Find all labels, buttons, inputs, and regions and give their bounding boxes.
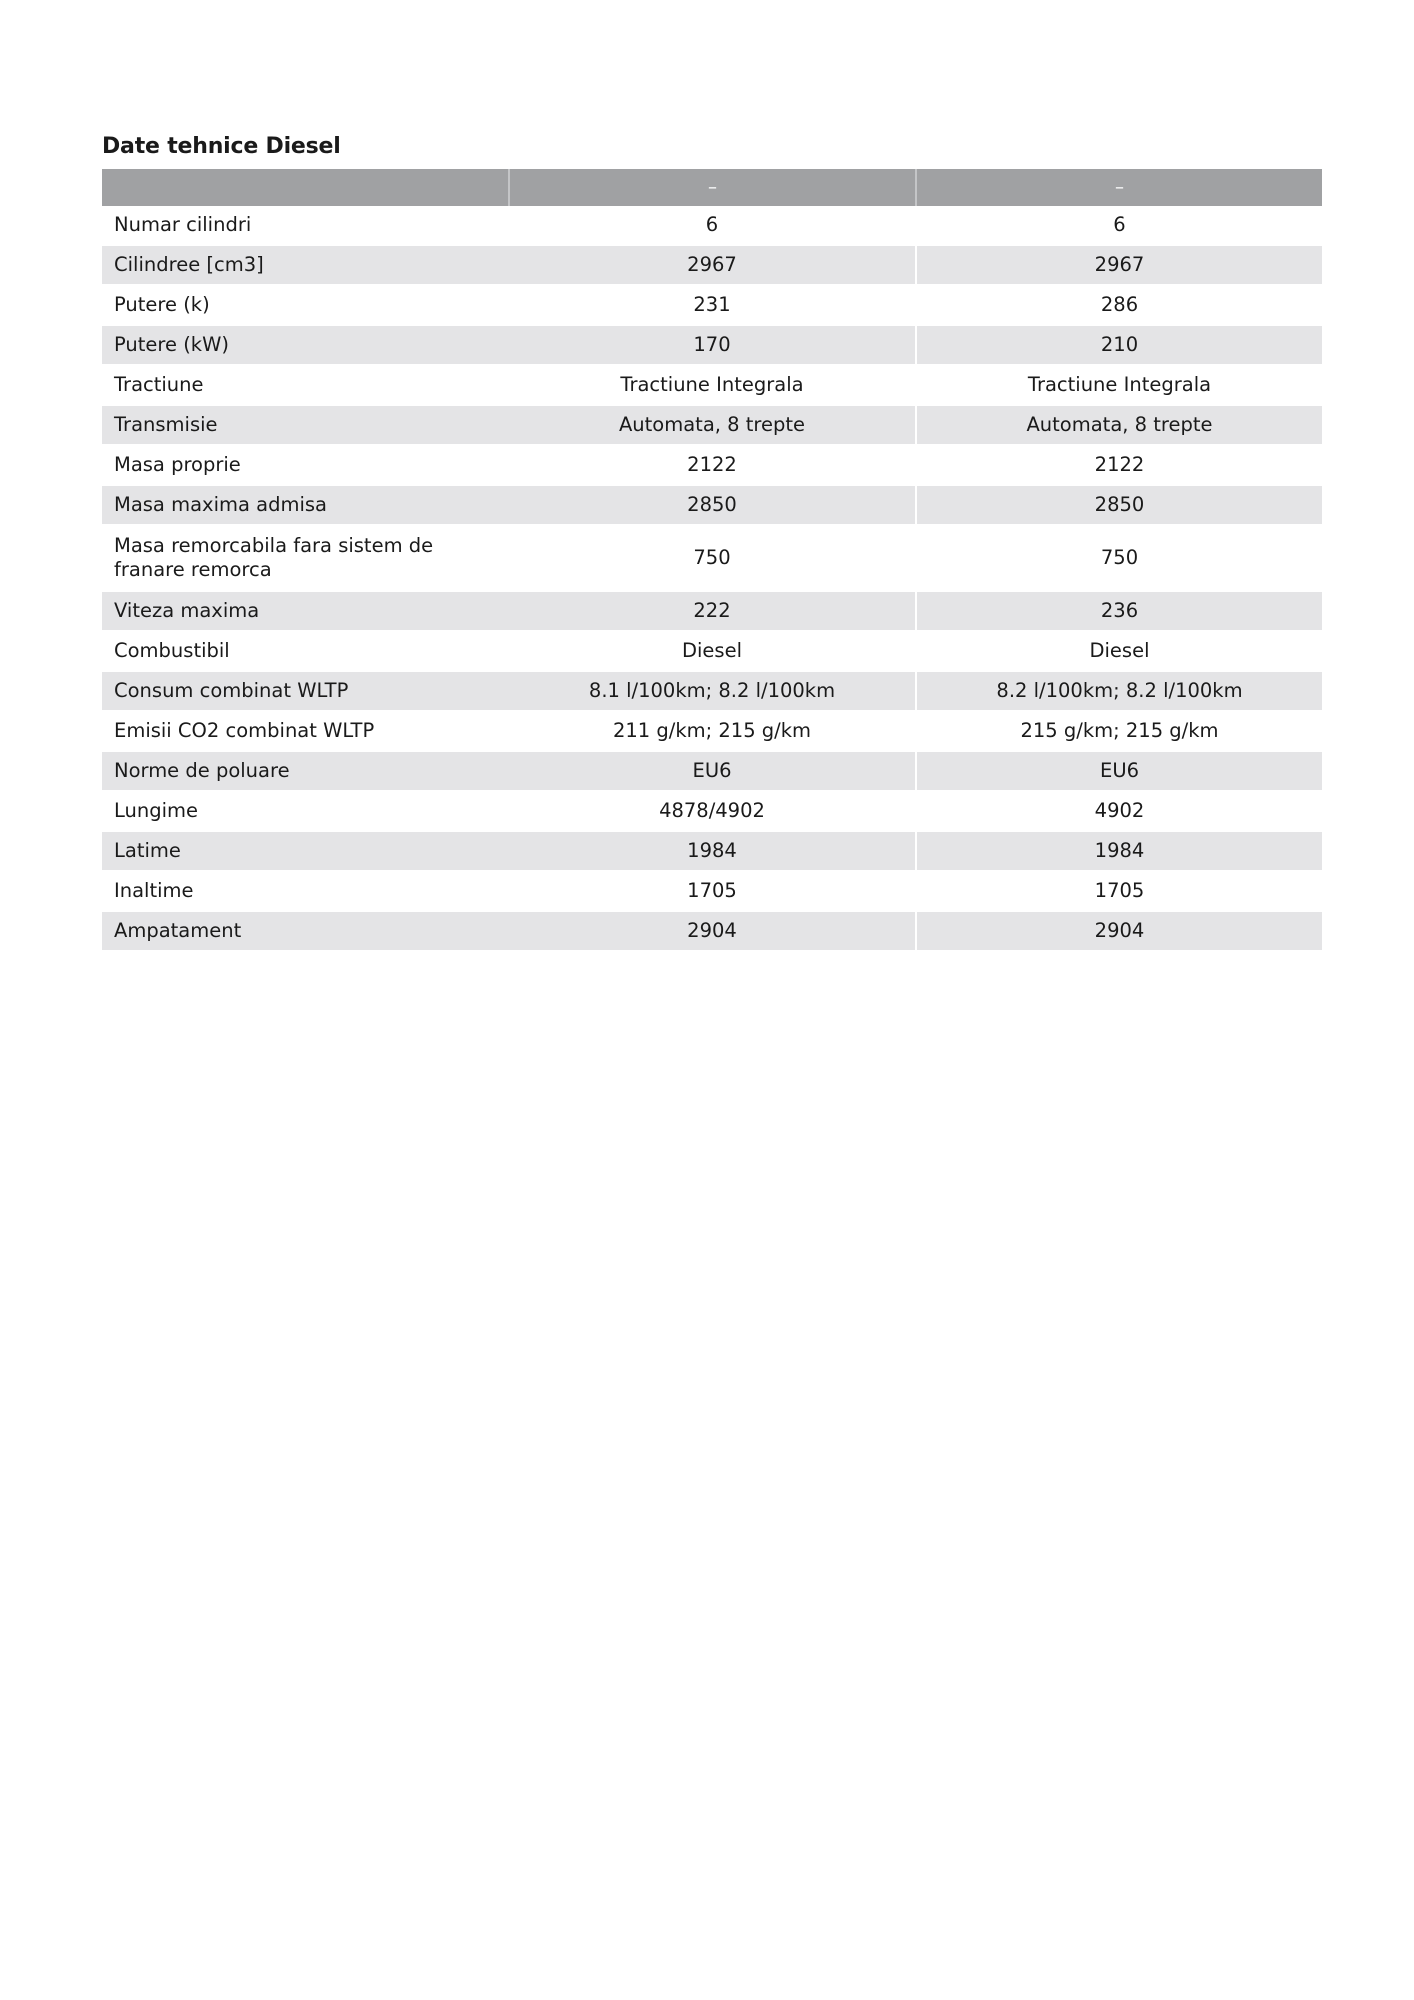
table-row — [102, 405, 1322, 445]
row-label: Numar cilindri — [102, 206, 509, 245]
table-row — [102, 751, 1322, 791]
row-value-2: 2122 — [916, 445, 1322, 485]
table-row — [102, 245, 1322, 285]
header-row — [102, 169, 1322, 206]
table-row — [102, 285, 1322, 325]
header-cell-label — [102, 169, 509, 206]
row-value-2: Tractiune Integrala — [916, 365, 1322, 405]
table-row — [102, 325, 1322, 365]
row-label: Tractiune — [102, 365, 509, 405]
row-label: Ampatament — [102, 911, 509, 951]
row-label: Cilindree [cm3] — [102, 245, 509, 285]
row-value-2: 8.2 l/100km; 8.2 l/100km — [916, 671, 1322, 711]
row-value-2: 215 g/km; 215 g/km — [916, 711, 1322, 751]
table-row — [102, 445, 1322, 485]
table-row — [102, 365, 1322, 405]
row-label: Masa remorcabila fara sistem de franare remorca — [102, 525, 509, 591]
row-value-1: 750 — [509, 525, 916, 591]
row-value-2: 286 — [916, 285, 1322, 325]
row-label: Transmisie — [102, 405, 509, 445]
page-title: Date tehnice Diesel — [102, 134, 341, 159]
header-cell-variant-2: – — [916, 169, 1322, 206]
row-value-1: Tractiune Integrala — [509, 365, 916, 405]
row-value-1: 6 — [509, 206, 916, 245]
table-body — [102, 206, 1322, 951]
row-value-1: 170 — [509, 325, 916, 365]
row-label: Norme de poluare — [102, 751, 509, 791]
row-value-2: 4902 — [916, 791, 1322, 831]
row-value-2: 1705 — [916, 871, 1322, 911]
row-value-1: 231 — [509, 285, 916, 325]
row-value-1: 8.1 l/100km; 8.2 l/100km — [509, 671, 916, 711]
table-row — [102, 791, 1322, 831]
table-header — [102, 169, 1322, 206]
row-label: Inaltime — [102, 871, 509, 911]
row-label: Masa proprie — [102, 445, 509, 485]
row-label: Latime — [102, 831, 509, 871]
table-row — [102, 591, 1322, 631]
row-value-1: Diesel — [509, 631, 916, 671]
row-label: Masa maxima admisa — [102, 485, 509, 525]
spec-table — [102, 169, 1322, 952]
row-label: Putere (k) — [102, 285, 509, 325]
row-value-2: 236 — [916, 591, 1322, 631]
row-label: Combustibil — [102, 631, 509, 671]
table-row — [102, 631, 1322, 671]
table-row — [102, 485, 1322, 525]
row-value-1: Automata, 8 trepte — [509, 405, 916, 445]
row-value-1: 1705 — [509, 871, 916, 911]
row-value-2: 2850 — [916, 485, 1322, 525]
row-value-2: Automata, 8 trepte — [916, 405, 1322, 445]
row-value-2: EU6 — [916, 751, 1322, 791]
row-label: Lungime — [102, 791, 509, 831]
row-value-1: 2967 — [509, 245, 916, 285]
row-value-2: Diesel — [916, 631, 1322, 671]
table-row — [102, 206, 1322, 245]
row-label: Consum combinat WLTP — [102, 671, 509, 711]
row-value-1: 1984 — [509, 831, 916, 871]
table-row — [102, 871, 1322, 911]
row-label: Putere (kW) — [102, 325, 509, 365]
row-label: Emisii CO2 combinat WLTP — [102, 711, 509, 751]
header-cell-variant-1: – — [509, 169, 916, 206]
row-value-1: 2850 — [509, 485, 916, 525]
row-value-2: 6 — [916, 206, 1322, 245]
row-value-1: EU6 — [509, 751, 916, 791]
row-value-1: 4878/4902 — [509, 791, 916, 831]
table-row — [102, 671, 1322, 711]
row-value-1: 2904 — [509, 911, 916, 951]
row-value-2: 210 — [916, 325, 1322, 365]
row-value-1: 2122 — [509, 445, 916, 485]
row-value-2: 2967 — [916, 245, 1322, 285]
row-value-2: 1984 — [916, 831, 1322, 871]
row-label: Viteza maxima — [102, 591, 509, 631]
table-row — [102, 911, 1322, 951]
row-value-1: 222 — [509, 591, 916, 631]
row-value-1: 211 g/km; 215 g/km — [509, 711, 916, 751]
row-value-2: 2904 — [916, 911, 1322, 951]
table-row — [102, 711, 1322, 751]
table-row — [102, 525, 1322, 591]
table-row — [102, 831, 1322, 871]
row-value-2: 750 — [916, 525, 1322, 591]
